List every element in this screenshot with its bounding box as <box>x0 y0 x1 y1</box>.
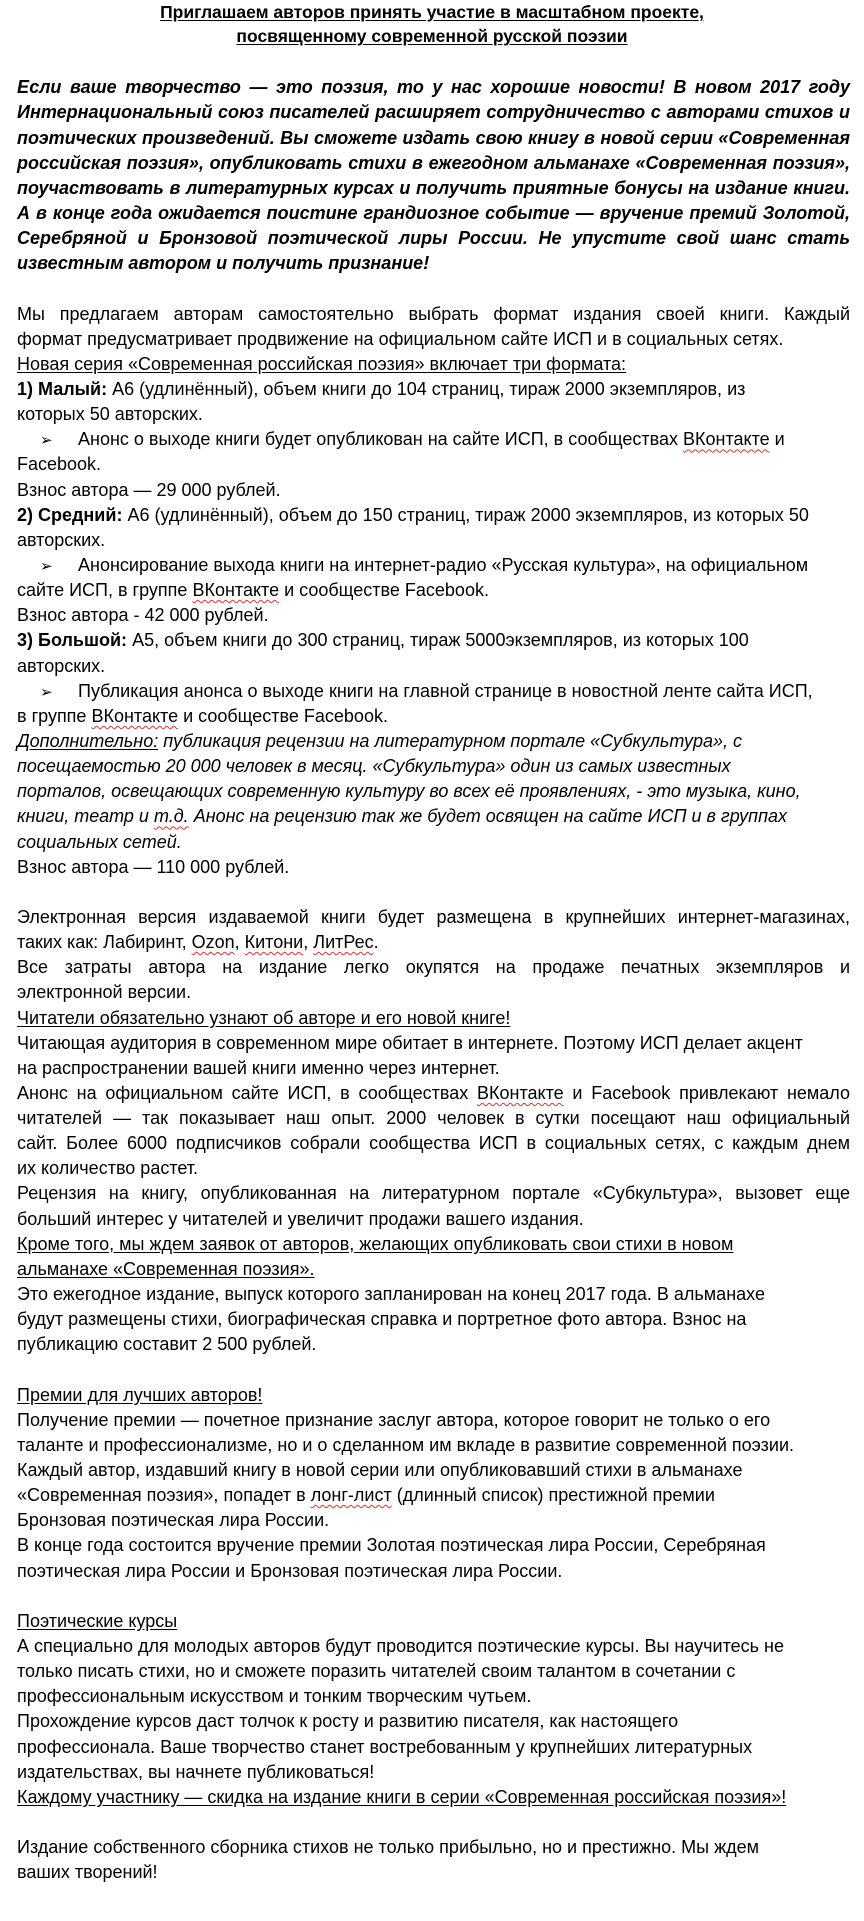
text-line <box>17 1081 850 1106</box>
text-segment: А6 (удлинённый), объем книги до 104 страниц, тираж 2000 экземпляров, из <box>107 378 746 399</box>
text-line <box>17 528 850 553</box>
text-segment: Facebook. <box>17 454 102 475</box>
text-segment: публикацию составит 2 500 рублей. <box>17 1334 317 1355</box>
text-line <box>17 955 850 980</box>
text-segment: и <box>769 429 785 450</box>
text-line <box>17 226 850 251</box>
bold-format-label: поучаствовать в литературных курсах и получить приятные бонусы на издание книги. <box>17 177 850 198</box>
italic-text: порталов, освещающих современную культуру во всех её проявлениях, - это музыка, кино, <box>17 781 801 802</box>
italic-text: публикация рецензии на литературном портале «Субкультура», с <box>158 730 742 751</box>
text-line <box>17 151 850 176</box>
text-line <box>17 1458 850 1483</box>
text-line <box>17 1735 850 1760</box>
blank-line <box>17 1584 850 1609</box>
text-segment: А специально для молодых авторов будут проводится поэтические курсы. Вы научитесь не <box>17 1636 784 1657</box>
text-line <box>17 1785 850 1810</box>
text-line <box>17 830 850 855</box>
text-segment: Каждый автор, издавший книгу в новой серии или опубликовавший стихи в альманахе <box>17 1460 743 1481</box>
spellcheck-flagged-word: Китони <box>244 932 304 953</box>
text-segment: профессиональным искусством и тонким творческим чутьем. <box>17 1686 532 1707</box>
text-segment: читателей — так показывает наш опыт. 2000 человек в сутки посещают наш официальный <box>17 1108 850 1129</box>
italic-text: социальных сетей. <box>17 831 182 852</box>
text-line <box>17 1408 850 1433</box>
spellcheck-flagged-word: т.д. <box>153 806 189 827</box>
text-segment: Издание собственного сборника стихов не только прибыльно, но и престижно. Мы ждем <box>17 1837 760 1858</box>
text-line <box>17 1860 850 1885</box>
text-line <box>17 1106 850 1131</box>
text-line <box>17 1433 850 1458</box>
text-segment: и сообществе Facebook. <box>178 705 388 726</box>
spellcheck-flagged-word: лонг-лист <box>310 1485 392 1506</box>
text-line <box>17 452 850 477</box>
text-line <box>17 754 850 779</box>
blank-line <box>17 276 850 301</box>
underlined-heading-text: Новая серия «Современная российская поэзия» включает три формата: <box>17 353 627 374</box>
text-segment: Электронная версия издаваемой книги будет размещена в крупнейших интернет-магазинах, <box>17 906 850 927</box>
underlined-heading-text: Каждому участнику — скидка на издание книги в серии «Современная российская поэзия»! <box>17 1786 787 1807</box>
text-line <box>17 75 850 100</box>
text-line <box>17 654 850 679</box>
text-line <box>17 126 850 151</box>
text-segment: сайте ИСП, в группе <box>17 580 193 601</box>
text-segment: таких как: Лабиринт, <box>17 932 192 953</box>
text-segment: Взнос автора - 42 000 рублей. <box>17 605 269 626</box>
italic-text: Анонс на рецензию так же будет освящен на сайте ИСП и в группах <box>188 806 788 827</box>
text-line <box>17 1156 850 1181</box>
text-segment: электронной версии. <box>17 982 192 1003</box>
document-body <box>17 75 850 1885</box>
bold-format-label: Интернациональный союз писателей расширяет сотрудничество с авторами стихов и <box>17 102 850 123</box>
spellcheck-flagged-word: ЛитРес <box>313 932 374 953</box>
text-line <box>17 1684 850 1709</box>
title-line <box>0 24 864 48</box>
text-segment: сайт. Более 6000 подписчиков собрали сообщества ИСП в социальных сетях, с каждым днем <box>17 1133 850 1154</box>
title-line-text: посвященному современной русской поэзии <box>236 26 628 47</box>
text-line <box>17 302 850 327</box>
text-segment: Это ежегодное издание, выпуск которого запланирован на конец 2017 года. В альманахе <box>17 1284 765 1305</box>
text-segment: Получение премии — почетное признание заслуг автора, которое говорит не только о его <box>17 1409 771 1430</box>
text-line <box>17 1835 850 1860</box>
text-segment: и Facebook привлекают немало <box>563 1082 851 1103</box>
underlined-heading-text: Читатели обязательно узнают об авторе и его новой книге! <box>17 1007 511 1028</box>
text-line <box>17 578 850 603</box>
text-segment: , <box>234 932 245 953</box>
text-line <box>17 201 850 226</box>
text-segment: Анонс о выходе книги будет опубликован на сайте ИСП, в сообществах <box>78 429 684 450</box>
text-line <box>17 729 850 754</box>
text-segment: (длинный список) престижной премии <box>391 1485 715 1506</box>
text-line <box>17 1634 850 1659</box>
text-segment: А6 (удлинённый), объем до 150 страниц, тираж 2000 экземпляров, из которых 50 <box>122 504 809 525</box>
underlined-heading-text: Премии для лучших авторов! <box>17 1384 263 1405</box>
text-line <box>17 1609 850 1634</box>
text-segment: Публикация анонса о выходе книги на главной странице в новостной ленте сайта ИСП, <box>78 680 813 701</box>
text-line <box>17 1383 850 1408</box>
bullet-line <box>17 427 850 452</box>
text-line <box>17 100 850 125</box>
text-segment: Прохождение курсов даст толчок к росту и развитию писателя, как настоящего <box>17 1711 679 1732</box>
title-line <box>0 0 864 24</box>
text-segment: больший интерес у читателей и увеличит продажи вашего издания. <box>17 1208 584 1229</box>
blank-line <box>17 1810 850 1835</box>
blank-line <box>17 1357 850 1382</box>
text-line <box>17 352 850 377</box>
blank-line <box>17 880 850 905</box>
bold-format-label: российская поэзия», опубликовать стихи в ежегодном альманахе «Современная поэзия», <box>17 152 850 173</box>
italic-text: посещаемостью 20 000 человек в месяц. «Субкультура» один из самых известных <box>17 756 731 777</box>
underlined-heading-text: Дополнительно: <box>17 730 159 751</box>
bold-format-label: Если ваше творчество — это поэзия, то у нас хорошие новости! В новом 2017 году <box>17 77 850 98</box>
bullet-arrow-icon: ➢ <box>40 682 53 701</box>
text-segment: их количество растет. <box>17 1158 199 1179</box>
text-line <box>17 905 850 930</box>
spellcheck-flagged-word: ВКонтакте <box>477 1082 564 1103</box>
text-line <box>17 503 850 528</box>
text-line <box>17 980 850 1005</box>
text-line <box>17 478 850 503</box>
underlined-heading-text: Кроме того, мы ждем заявок от авторов, желающих опубликовать свои стихи в новом <box>17 1233 734 1254</box>
text-segment: . <box>373 932 379 953</box>
text-line <box>17 1207 850 1232</box>
text-line <box>17 176 850 201</box>
spellcheck-flagged-word: ВКонтакте <box>91 705 179 726</box>
bold-format-label: А в конце года ожидается поистине грандиозное событие — вручение премий Золотой, <box>17 203 850 223</box>
text-line <box>17 1483 850 1508</box>
text-line <box>17 1760 850 1785</box>
text-segment: только писать стихи, но и сможете поразить читателей своим талантом в сочетании с <box>17 1661 736 1682</box>
text-segment: формат предусматривает продвижение на официальном сайте ИСП и в социальных сетях. <box>17 328 784 349</box>
spellcheck-flagged-word: ВКонтакте <box>192 580 280 601</box>
underlined-heading-text: Поэтические курсы <box>17 1610 178 1631</box>
text-segment: поэтическая лира России и Бронзовая поэтическая лира России. <box>17 1560 563 1581</box>
document-title <box>0 0 864 49</box>
text-line <box>17 1181 850 1206</box>
text-line <box>17 1709 850 1734</box>
text-segment: и сообществе Facebook. <box>279 580 489 601</box>
text-line <box>17 855 850 880</box>
text-segment: Все затраты автора на издание легко окупятся на продаже печатных экземпляров и <box>17 957 850 978</box>
text-segment: на распространении вашей книги именно через интернет. <box>17 1057 500 1078</box>
bold-format-label: Серебряной и Бронзовой поэтической лиры России. Не упустите свой шанс стать <box>17 228 850 249</box>
text-segment: Взнос автора — 110 000 рублей. <box>17 856 290 877</box>
text-line <box>17 1056 850 1081</box>
bold-format-label: известным автором и получить признание! <box>17 253 430 274</box>
text-line <box>17 704 850 729</box>
text-segment: В конце года состоится вручение премии Золотая поэтическая лира России, Серебряная <box>17 1535 766 1556</box>
text-segment: А5, объем книги до 300 страниц, тираж 5000экземпляров, из которых 100 <box>127 630 749 651</box>
text-line <box>17 1533 850 1558</box>
bold-format-label: поэтических произведений. Вы сможете издать свою книгу в новой серии «Современная <box>17 127 850 148</box>
text-segment: Взнос автора — 29 000 рублей. <box>17 479 281 500</box>
text-segment: которых 50 авторских. <box>17 404 203 425</box>
title-line-text: Приглашаем авторов принять участие в масштабном проекте, <box>160 2 704 22</box>
text-segment: «Современная поэзия», попадет в <box>17 1485 311 1506</box>
text-segment: издательствах, вы начнете публиковаться! <box>17 1761 375 1782</box>
text-line <box>17 1332 850 1357</box>
text-line <box>17 628 850 653</box>
text-line <box>17 804 850 829</box>
text-line <box>17 377 850 402</box>
text-line <box>17 603 850 628</box>
text-segment: Читающая аудитория в современном мире обитает в интернете. Поэтому ИСП делает акцент <box>17 1032 803 1053</box>
bold-format-label: 3) Большой: <box>17 630 128 651</box>
text-line <box>17 1307 850 1332</box>
text-segment: таланте и профессионализме, но и о сделанном им вкладе в развитие современной поэзии. <box>17 1434 795 1455</box>
text-segment: ваших творений! <box>17 1862 158 1883</box>
text-segment: Анонс на официальном сайте ИСП, в сообществах <box>17 1082 478 1103</box>
text-segment: Анонсирование выхода книги на интернет-радио «Русская культура», на официальном <box>78 554 809 575</box>
text-segment: в группе <box>17 705 92 726</box>
text-line <box>17 1257 850 1282</box>
text-line <box>17 1006 850 1031</box>
text-line <box>17 930 850 955</box>
text-segment: Рецензия на книгу, опубликованная на литературном портале «Субкультура», вызовет еще <box>17 1183 850 1204</box>
text-line <box>17 1659 850 1684</box>
italic-text: книги, театр и <box>17 806 154 827</box>
text-segment: , <box>303 932 314 953</box>
text-segment: будут размещены стихи, биографическая справка и портретное фото автора. Взнос на <box>17 1309 747 1330</box>
text-line <box>17 327 850 352</box>
text-line <box>17 1031 850 1056</box>
text-line <box>17 779 850 804</box>
text-line <box>17 1508 850 1533</box>
text-segment: авторских. <box>17 655 106 676</box>
text-segment: профессионала. Ваше творчество станет востребованным у крупнейших литературных <box>17 1736 753 1757</box>
underlined-heading-text: альманахе «Современная поэзия». <box>17 1258 315 1279</box>
spellcheck-flagged-word: ВКонтакте <box>683 429 770 450</box>
text-line <box>17 1282 850 1307</box>
bold-format-label: 1) Малый: <box>17 378 108 399</box>
bullet-arrow-icon: ➢ <box>40 431 53 450</box>
bullet-line <box>17 553 850 578</box>
spellcheck-flagged-word: Ozon <box>191 932 235 953</box>
bold-format-label: 2) Средний: <box>17 504 123 525</box>
bullet-line <box>17 679 850 704</box>
text-line <box>17 402 850 427</box>
text-line <box>17 1131 850 1156</box>
text-line <box>17 251 850 276</box>
text-segment: Мы предлагаем авторам самостоятельно выбрать формат издания своей книги. Каждый <box>17 303 850 324</box>
text-line <box>17 1232 850 1257</box>
bullet-arrow-icon: ➢ <box>40 556 53 575</box>
text-segment: Бронзовая поэтическая лира России. <box>17 1510 330 1531</box>
text-segment: авторских. <box>17 529 106 550</box>
text-line <box>17 1559 850 1584</box>
